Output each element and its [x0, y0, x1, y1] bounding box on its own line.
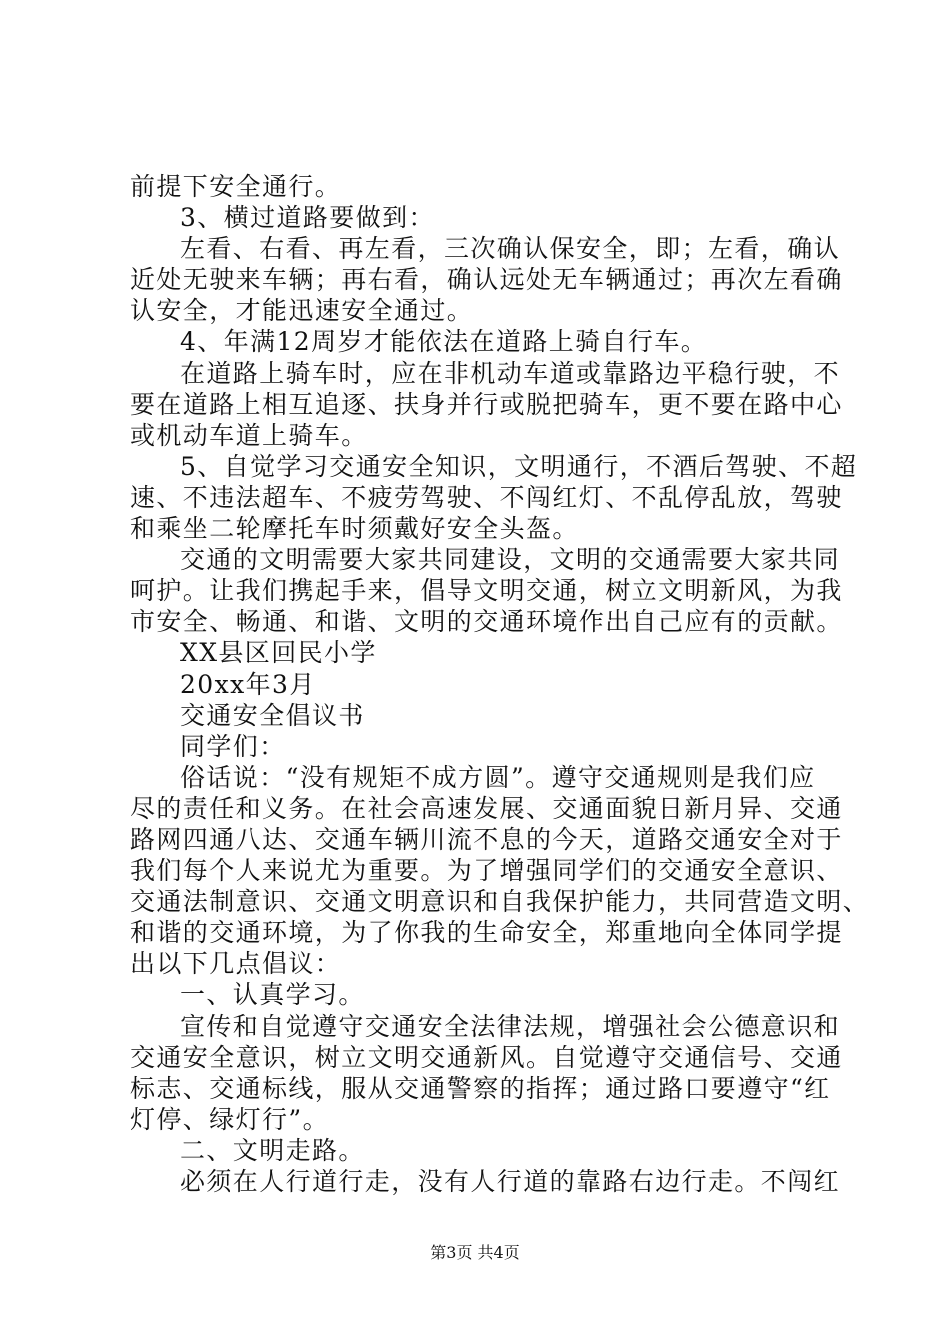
text-line: 和乘坐二轮摩托车时须戴好安全头盔。 [130, 514, 579, 544]
text-line: 交通法制意识、交通文明意识和自我保护能力，共同营造文明、 [130, 887, 870, 917]
text-line: 前提下安全通行。 [130, 172, 342, 201]
text-line: 要在道路上相互追逐、扶身并行或脱把骑车，更不要在路中心 [130, 389, 843, 419]
text-line: 呵护。让我们携起手来，倡导文明交通，树立文明新风，为我 [130, 576, 843, 606]
text-line: 和谐的交通环境，为了你我的生命安全，郑重地向全体同学提 [130, 918, 843, 948]
text-line: 或机动车道上骑车。 [130, 420, 368, 450]
text-line: XX县区回民小学 [180, 638, 377, 668]
text-line: 一、认真学习。 [180, 980, 365, 1010]
page-footer: 第3页 共4页 [430, 1243, 520, 1262]
text-line: 5、自觉学习交通安全知识，文明通行，不酒后驾驶、不超 [180, 451, 858, 481]
document-body [130, 171, 870, 1197]
text-line: 3、横过道路要做到： [180, 203, 435, 233]
text-line: 路网四通八达、交通车辆川流不息的今天，道路交通安全对于 [130, 824, 843, 854]
text-line: 速、不违法超车、不疲劳驾驶、不闯红灯、不乱停乱放，驾驶 [130, 482, 843, 512]
text-line: 我们每个人来说尤为重要。为了增强同学们的交通安全意识、 [130, 856, 843, 886]
text-line: 左看、右看、再左看，三次确认保安全，即；左看，确认 [180, 234, 841, 264]
text-line: 市安全、畅通、和谐、文明的交通环境作出自己应有的贡献。 [130, 607, 843, 637]
text-line: 尽的责任和义务。在社会高速发展、交通面貌日新月异、交通 [130, 793, 843, 823]
text-line: 4、年满12周岁才能依法在道路上骑自行车。 [180, 327, 708, 357]
text-line: 必须在人行道行走，没有人行道的靠路右边行走。不闯红 [180, 1167, 841, 1196]
text-line: 20xx年3月 [180, 669, 316, 699]
text-line: 交通安全意识，树立文明交通新风。自觉遵守交通信号、交通 [130, 1042, 843, 1072]
text-line: 在道路上骑车时，应在非机动车道或靠路边平稳行驶，不 [180, 358, 841, 388]
text-line: 同学们： [180, 731, 286, 761]
text-line: 宣传和自觉遵守交通安全法律法规，增强社会公德意识和 [180, 1011, 841, 1041]
text-line: 二、文明走路。 [180, 1135, 365, 1165]
text-line: 交通的文明需要大家共同建设，文明的交通需要大家共同 [180, 545, 841, 575]
text-line: 俗话说：“没有规矩不成方圆”。遵守交通规则是我们应 [180, 762, 816, 792]
text-line: 出以下几点倡议： [130, 949, 342, 979]
text-line: 认安全，才能迅速安全通过。 [130, 296, 474, 326]
text-line: 近处无驶来车辆；再右看，确认远处无车辆通过；再次左看确 [130, 265, 843, 295]
text-line: 灯停、绿灯行”。 [130, 1104, 329, 1134]
text-line: 标志、交通标线，服从交通警察的指挥；通过路口要遵守“红 [130, 1073, 831, 1103]
text-line: 交通安全倡议书 [180, 700, 365, 730]
